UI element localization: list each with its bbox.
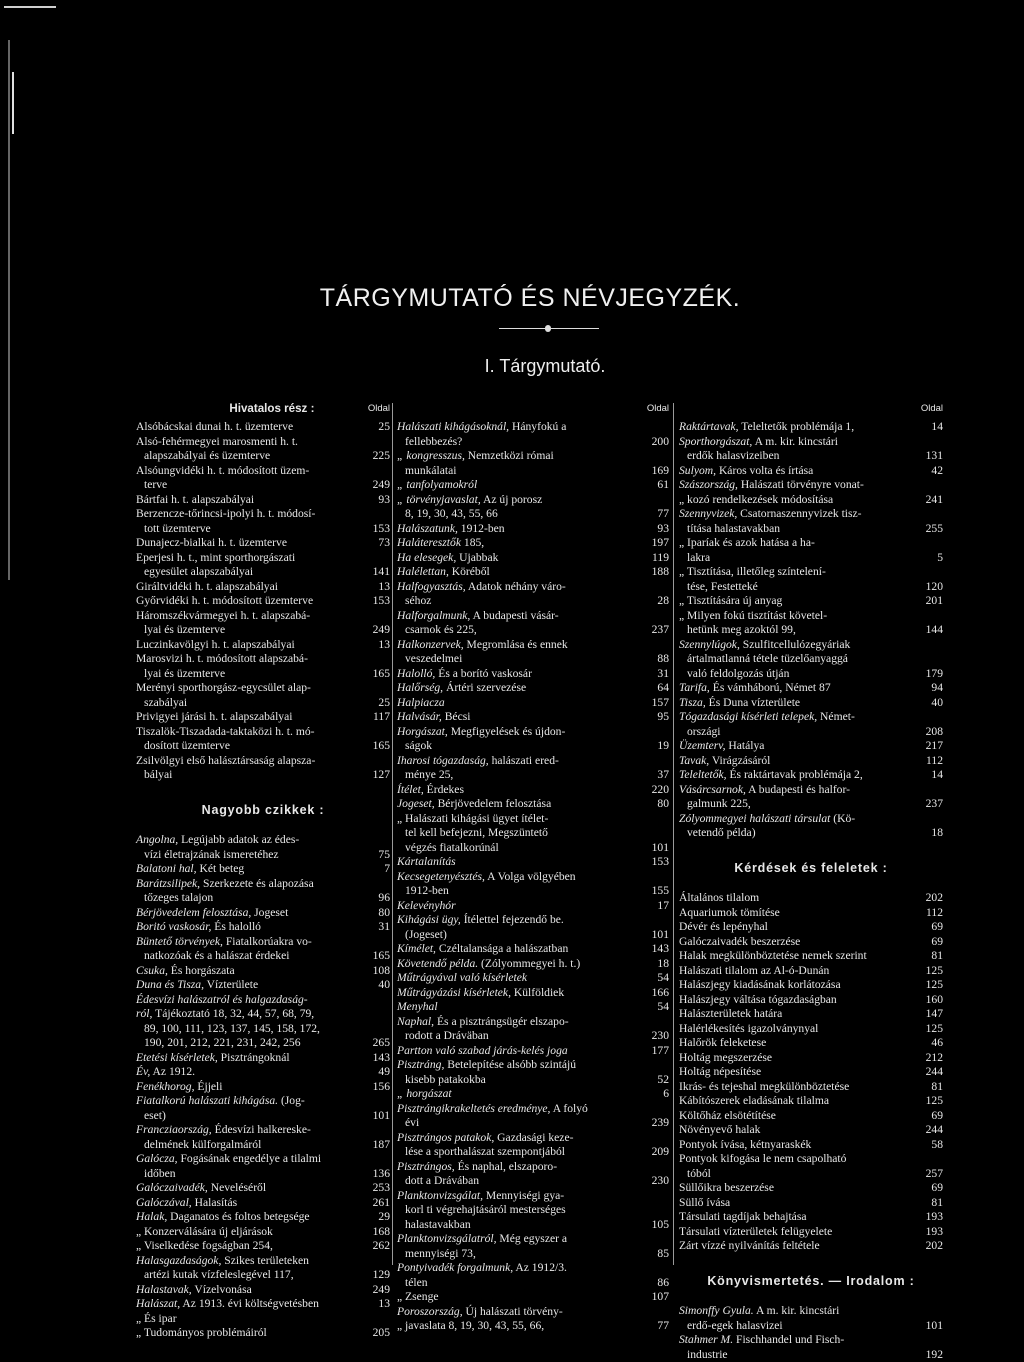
index-entry: ról, Tájékoztató 18, 32, 44, 57, 68, 79,	[136, 1007, 390, 1022]
index-entry: halastavakban 105	[397, 1218, 669, 1233]
index-entry: Csuka, És horgászata 108	[136, 964, 390, 979]
index-entry: bályai 127	[136, 768, 390, 783]
index-entry: Naphal, És a pisztrángsügér elszapo-	[397, 1015, 669, 1030]
index-entry: Holtág népesítése 244	[679, 1065, 943, 1080]
index-entry: Teleltetők, És raktártavak problémája 2, 14	[679, 768, 943, 783]
column-divider-2	[673, 403, 674, 1265]
index-entry: „ Halászati kihágási ügyet ítélet-	[397, 812, 669, 827]
index-entry: „ törvényjavaslat, Az új porosz	[397, 493, 669, 508]
page-title: TÁRGYMUTATÓ ÉS NÉVJEGYZÉK.	[0, 284, 1024, 313]
index-entry: Halolló, És a borító vaskosár 31	[397, 667, 669, 682]
index-entry: natkozóak és a halászat érdekei 165	[136, 949, 390, 964]
index-entry: Halkonzervek, Megromlása és ennek	[397, 638, 669, 653]
index-entry: Szennylúgok, Szulfitcellulózegyáriak	[679, 638, 943, 653]
index-entry: Fiatalkorú halászati kihágása. (Jog-	[136, 1094, 390, 1109]
index-column-2	[397, 400, 669, 1334]
index-entry: tott üzemterve 153	[136, 522, 390, 537]
index-entry: Planktonvizsgálatról, Még egyszer a	[397, 1232, 669, 1247]
index-entry: Pontyok ívása, kétnyaraskék 58	[679, 1138, 943, 1153]
index-entry: Stahmer M. Fischhandel und Fisch-	[679, 1333, 943, 1348]
index-entry: Halászatunk, 1912-ben 93	[397, 522, 669, 537]
index-entry: Tarifa, És vámháború, Német 87 94	[679, 681, 943, 696]
index-entry: Etetési kísérletek, Pisztrángoknál 143	[136, 1051, 390, 1066]
index-entry: Pisztrángos patakok, Gazdasági keze-	[397, 1131, 669, 1146]
index-entry: erdő-egek halasvizei 101	[679, 1319, 943, 1334]
oldal-label: Oldal	[368, 402, 390, 417]
index-entry: „ kongresszus, Nemzetközi római	[397, 449, 669, 464]
index-entry: Vásárcsarnok, A budapesti és halfor-	[679, 783, 943, 798]
index-entry: Galóczával, Halasítás 261	[136, 1196, 390, 1211]
index-entry: szabályai 25	[136, 696, 390, 711]
index-entry: Tógazdasági kísérleti telepek, Német-	[679, 710, 943, 725]
index-entry: „ Viselkedése fogságban 254, 262	[136, 1239, 390, 1254]
index-entry: Zsilvölgyi első halásztársaság alapsza-	[136, 754, 390, 769]
index-entry: 1912-ben 155	[397, 884, 669, 899]
index-entry: Merényi sporthorgász-egycsület alap-	[136, 681, 390, 696]
index-entry: Halászati tilalom az Al-ó-Dunán 125	[679, 964, 943, 979]
index-entry: Süllőikra beszerzése 69	[679, 1181, 943, 1196]
index-entry: Holtág megszerzése 212	[679, 1051, 943, 1066]
index-entry: Év, Az 1912. 49	[136, 1065, 390, 1080]
index-entry: Boritó vaskosár, És halolló 31	[136, 920, 390, 935]
index-entry: 8, 19, 30, 43, 55, 66 77	[397, 507, 669, 522]
index-entry: Partton való szabad járás-kelés joga 177	[397, 1044, 669, 1059]
index-entry: Kelevényhór 17	[397, 899, 669, 914]
index-entry: „ Milyen fokú tisztítást követel-	[679, 609, 943, 624]
column-divider-1	[392, 403, 393, 1265]
index-entry: lakra 5	[679, 551, 943, 566]
index-entry: Kecsegetenyésztés, A Volga völgyében	[397, 870, 669, 885]
index-entry: Növényevő halak 244	[679, 1123, 943, 1138]
index-entry: „ És ipar	[136, 1312, 390, 1327]
index-entry: csarnok és 225, 237	[397, 623, 669, 638]
index-entry: Halérlékesítés igazolványnyal 125	[679, 1022, 943, 1037]
index-entry: „ Zsenge 107	[397, 1290, 669, 1305]
index-entry: Bártfai h. t. alapszabályai 93	[136, 493, 390, 508]
index-entry: Planktonvizsgálat, Mennyiségi gya-	[397, 1189, 669, 1204]
hivatalos-header	[136, 400, 390, 416]
index-entry: Marosvizi h. t. módosított alapszabá-	[136, 652, 390, 667]
index-entry: Fenékhorog, Éjjeli 156	[136, 1080, 390, 1095]
index-entry: artézi kutak vízfeleslegével 117, 129	[136, 1268, 390, 1283]
index-entry: Pontyivadék forgalmunk, Az 1912/3.	[397, 1261, 669, 1276]
index-entry: Halászjegy váltása tógazdaságban 160	[679, 993, 943, 1008]
index-entry: Berzencze-tőrincsi-ipolyi h. t. módosí-	[136, 507, 390, 522]
index-entry: országi 208	[679, 725, 943, 740]
index-entry: Francziaország, Édesvízi halkereske-	[136, 1123, 390, 1138]
index-entry: Halasgazdaságok, Szikes területeken	[136, 1254, 390, 1269]
title-ornament	[499, 325, 599, 333]
index-entry: munkálatai 169	[397, 464, 669, 479]
index-entry: Halászat, Az 1913. évi költségvetésben 13	[136, 1297, 390, 1312]
index-entry: „ Tisztítása, illetőleg színtelení-	[679, 565, 943, 580]
index-entry: Halastavak, Vízelvonása 249	[136, 1283, 390, 1298]
index-entry: ártalmatlanná tétele tüzelőanyaggá	[679, 652, 943, 667]
index-entry: kisebb patakokba 52	[397, 1073, 669, 1088]
index-entry: Halak, Daganatos és foltos betegsége 29	[136, 1210, 390, 1225]
index-entry: tóból 257	[679, 1167, 943, 1182]
index-entry: tőzeges talajon 96	[136, 891, 390, 906]
index-entry: egyesület alapszabályai 141	[136, 565, 390, 580]
index-entry: Bérjövedelem felosztása, Jogeset 80	[136, 906, 390, 921]
index-entry: Horgászat, Megfigyelések és újdon-	[397, 725, 669, 740]
index-entry: Háromszékvármegyei h. t. alapszabá-	[136, 609, 390, 624]
index-entry: Halvásár, Bécsi 95	[397, 710, 669, 725]
index-entry: Üzemterv, Hatálya 217	[679, 739, 943, 754]
nagyobb-heading: Nagyobb czikkek :	[136, 803, 390, 818]
index-entry: Raktártavak, Teleltetők problémája 1, 14	[679, 420, 943, 435]
index-entry: Szászország, Halászati törvényre vonat-	[679, 478, 943, 493]
index-entry: Simonffy Gyula. A m. kir. kincstári	[679, 1304, 943, 1319]
index-entry: Barátzsilipek, Szerkezete és alapozása	[136, 877, 390, 892]
index-entry: „ Konzerválására új eljárások 168	[136, 1225, 390, 1240]
index-entry: fellebbezés? 200	[397, 435, 669, 450]
index-entry: Tisza, És Duna vízterülete 40	[679, 696, 943, 711]
kerdesek-heading: Kérdések és feleletek :	[679, 861, 943, 876]
col2-header: Oldal	[397, 400, 669, 416]
index-entry: „ tanfolyamokról 61	[397, 478, 669, 493]
index-entry: alapszabályai és üzemterve 225	[136, 449, 390, 464]
index-entry: Halőrség, Ártéri szervezése 64	[397, 681, 669, 696]
index-entry: Halászterületek határa 147	[679, 1007, 943, 1022]
index-entry: Halőrök feleketese 46	[679, 1036, 943, 1051]
index-entry: Angolna, Legújabb adatok az édes-	[136, 833, 390, 848]
index-entry: eset) 101	[136, 1109, 390, 1124]
index-entry: Pisztrángos, És naphal, elszaporo-	[397, 1160, 669, 1175]
index-entry: Süllő ívása 81	[679, 1196, 943, 1211]
index-entry: Költőház elsötétítése 69	[679, 1109, 943, 1124]
index-entry: Halforgalmunk, A budapesti vásár-	[397, 609, 669, 624]
index-entry: Tiszalök-Tiszadada-taktaközi h. t. mó-	[136, 725, 390, 740]
index-entry: mennyiségi 73, 85	[397, 1247, 669, 1262]
index-entry: Halak megkülönböztetése nemek szerint 81	[679, 949, 943, 964]
index-entry: Sulyom, Káros volta és írtása 42	[679, 464, 943, 479]
index-entry: Győrvidéki h. t. módosított üzemterve 153	[136, 594, 390, 609]
index-column-1	[136, 400, 390, 1341]
index-entry: Kihágási ügy, Ítélettel fejezendő be.	[397, 913, 669, 928]
index-entry: Társulati vízterületek felügyelete 193	[679, 1225, 943, 1240]
index-entry: lése a sporthalászat szempontjából 209	[397, 1145, 669, 1160]
section-heading: I. Tárgymutató.	[0, 356, 1024, 377]
index-entry: Kártalanítás 153	[397, 855, 669, 870]
index-entry: Édesvízi halászatról és halgazdaság-	[136, 993, 390, 1008]
index-entry: Pontyok kifogása le nem csapolható	[679, 1152, 943, 1167]
index-entry: Galóczaivadék, Neveléséről 253	[136, 1181, 390, 1196]
index-entry: Balatoni hal, Két beteg 7	[136, 862, 390, 877]
index-entry: hetünk meg azoktól 99, 144	[679, 623, 943, 638]
index-entry: évi 239	[397, 1116, 669, 1131]
scan-mark-top-left	[4, 6, 56, 8]
index-entry: Alsóbácskai dunai h. t. üzemterve 25	[136, 420, 390, 435]
index-entry: Dévér és lepényhal 69	[679, 920, 943, 935]
index-entry: Társulati tagdíjak behajtása 193	[679, 1210, 943, 1225]
index-entry: 190, 201, 212, 221, 231, 242, 256 265	[136, 1036, 390, 1051]
index-entry: Iharosi tógazdaság, halászati ered-	[397, 754, 669, 769]
index-entry: végzés fiatalkorúnál 101	[397, 841, 669, 856]
index-entry: terve 249	[136, 478, 390, 493]
index-entry: vetendő példa) 18	[679, 826, 943, 841]
index-entry: Pisztrángikrakeltetés eredménye, A folyó	[397, 1102, 669, 1117]
index-entry: való feldolgozás útján 179	[679, 667, 943, 682]
index-entry: galmunk 225, 237	[679, 797, 943, 812]
index-entry: Szennyvizek, Csatornaszennyvizek tisz-	[679, 507, 943, 522]
index-entry: Haláteresztők 185, 197	[397, 536, 669, 551]
scan-mark-bar	[12, 72, 14, 134]
index-entry: Ha elesegek, Ujabbak 119	[397, 551, 669, 566]
index-entry: lyai és üzemterve 165	[136, 667, 390, 682]
index-entry: 89, 100, 111, 123, 137, 145, 158, 172,	[136, 1022, 390, 1037]
index-entry: tése, Festetteké 120	[679, 580, 943, 595]
index-entry: Alsóungvidéki h. t. módosított üzem-	[136, 464, 390, 479]
index-entry: rodott a Dráväban 230	[397, 1029, 669, 1044]
index-entry: Tavak, Virágzásáról 112	[679, 754, 943, 769]
index-entry: Ikrás- és tejeshal megkülönböztetése 81	[679, 1080, 943, 1095]
index-entry: veszedelmei 88	[397, 652, 669, 667]
index-entry: Jogeset, Bérjövedelem felosztása 80	[397, 797, 669, 812]
index-entry: „ Iparíak és azok hatása a ha-	[679, 536, 943, 551]
index-entry: Privigyei járási h. t. alapszabályai 117	[136, 710, 390, 725]
index-entry: Galóczaivadék beszerzése 69	[679, 935, 943, 950]
index-entry: Halélettan, Köréből 188	[397, 565, 669, 580]
konyvismertetes-heading: Könyvismertetés. — Irodalom :	[679, 1274, 943, 1289]
index-entry: Eperjesi h. t., mint sporthorgászati	[136, 551, 390, 566]
index-entry: Ítélet, Érdekes 220	[397, 783, 669, 798]
index-entry: séhoz 28	[397, 594, 669, 609]
index-entry: „ kozó rendelkezések módosítása 241	[679, 493, 943, 508]
index-entry: időben 136	[136, 1167, 390, 1182]
index-entry: Poroszország, Új halászati törvény-	[397, 1305, 669, 1320]
index-column-3	[679, 400, 943, 1362]
index-entry: tel kell befejezni, Megszüntető	[397, 826, 669, 841]
index-entry: télen 86	[397, 1276, 669, 1291]
index-entry: lyai és üzemterve 249	[136, 623, 390, 638]
index-entry: títása halastavakban 255	[679, 522, 943, 537]
index-entry: Zárt vízzé nyilvánítás feltétele 202	[679, 1239, 943, 1254]
index-entry: Kábítószerek eladásának tilalma 125	[679, 1094, 943, 1109]
index-entry: „ javaslata 8, 19, 30, 43, 55, 66, 77	[397, 1319, 669, 1334]
index-entry: (Jogeset) 101	[397, 928, 669, 943]
index-entry: „ Tisztítására új anyag 201	[679, 594, 943, 609]
index-entry: „ Tudományos problémáiról 205	[136, 1326, 390, 1341]
index-entry: Büntető törvények, Fiatalkorúakra vo-	[136, 935, 390, 950]
index-entry: Menyhal 54	[397, 1000, 669, 1015]
index-entry: ságok 19	[397, 739, 669, 754]
index-entry: industrie 192	[679, 1348, 943, 1362]
index-entry: Alsó-fehérmegyei marosmenti h. t.	[136, 435, 390, 450]
index-entry: Műtrágyázási kísérletek, Külföldiek 166	[397, 986, 669, 1001]
index-entry: Aquariumok tömítése 112	[679, 906, 943, 921]
index-entry: Halászjegy kiadásának korlátozása 125	[679, 978, 943, 993]
index-entry: Giráltvidéki h. t. alapszabályai 13	[136, 580, 390, 595]
index-entry: Halászati kihágásoknál, Hányfokú a	[397, 420, 669, 435]
index-entry: Sporthorgászat, A m. kir. kincstári	[679, 435, 943, 450]
index-entry: Halfogyasztás, Adatok néhány váro-	[397, 580, 669, 595]
index-entry: Pisztráng, Betelepítése alsóbb szintájú	[397, 1058, 669, 1073]
index-entry: delmének külforgalmáról 187	[136, 1138, 390, 1153]
index-entry: ménye 25, 37	[397, 768, 669, 783]
index-entry: Zólyommegyei halászati társulat (Kö-	[679, 812, 943, 827]
index-entry: vízi életrajzának ismeretéhez 75	[136, 848, 390, 863]
index-entry: erdők halasvizeiben 131	[679, 449, 943, 464]
index-entry: korl ti végrehajtásáról mesterséges	[397, 1203, 669, 1218]
index-entry: Halpiacza 157	[397, 696, 669, 711]
index-entry: dosított üzemterve 165	[136, 739, 390, 754]
index-entry: Általános tilalom 202	[679, 891, 943, 906]
index-entry: dott a Drávában 230	[397, 1174, 669, 1189]
index-entry: Kímélet, Czéltalansága a halászatban 143	[397, 942, 669, 957]
col3-header: Oldal	[679, 400, 943, 416]
index-entry: Luczinkavölgyi h. t. alapszabályai 13	[136, 638, 390, 653]
index-entry: Követendő példa. (Zólyommegyei h. t.) 18	[397, 957, 669, 972]
index-entry: Műtrágyával való kísérletek 54	[397, 971, 669, 986]
index-entry: Duna és Tisza, Vízterülete 40	[136, 978, 390, 993]
index-entry: Galócza, Fogásának engedélye a tilalmi	[136, 1152, 390, 1167]
index-entry: Dunajecz-bialkai h. t. üzemterve 73	[136, 536, 390, 551]
hivatalos-heading: Hivatalos rész :	[229, 402, 314, 417]
index-entry: „ horgászat 6	[397, 1087, 669, 1102]
